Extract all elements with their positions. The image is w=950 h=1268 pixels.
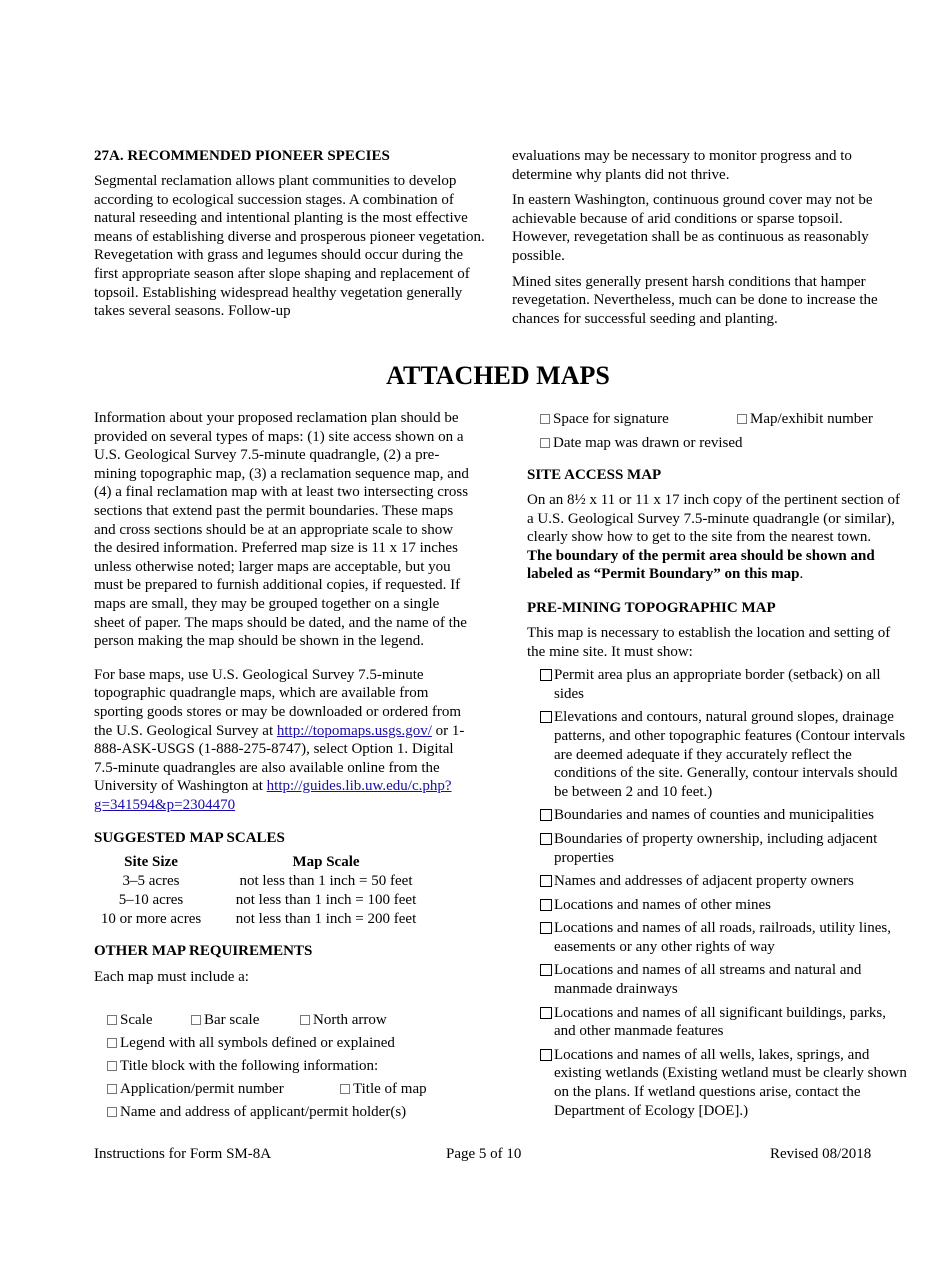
checkbox-icon[interactable] [540,922,552,934]
title-block-checkbox-item[interactable] [107,1057,378,1076]
north-arrow-label: North arrow [313,1012,387,1028]
checkbox-icon[interactable] [737,414,747,424]
title-of-map-label: Title of map [353,1081,427,1097]
site-access-text: On an 8½ x 11 or 11 x 17 inch copy of the pertinent section of a U.S. Geological Survey 7.5-minute quadrangle (or similar), clearly show how to get to the site from the nearest town. [527,492,900,546]
list-item[interactable] [540,872,907,891]
permit-boundary-period: . [799,566,804,583]
map-scale-header: Map Scale [292,854,360,871]
checkbox-icon[interactable] [107,1084,117,1094]
exhibit-number-label: Map/exhibit number [750,411,873,427]
signature-checkbox-item[interactable] [540,410,669,429]
pioneer-paragraph-1-continued: evaluations may be necessary to monitor progress and to determine why plants did not thrive. [512,148,852,183]
list-item-text: Names and addresses of adjacent property owners [554,873,854,890]
suggested-map-scales-heading: SUGGESTED MAP SCALES [94,830,285,847]
list-item[interactable] [540,830,907,867]
list-item[interactable] [540,1046,907,1120]
usgs-topomaps-link[interactable]: http://topomaps.usgs.gov/ [276,722,432,739]
checkbox-icon[interactable] [540,1007,552,1019]
application-number-checkbox-item[interactable] [107,1080,284,1099]
site-size-cell: 3–5 acres [122,873,180,890]
list-item[interactable] [540,708,907,801]
base-maps-text-1: For base maps, use U.S. Geological Survey 7.5-minute topographic quadrangle maps, which are available from sporting goods stores or may be downloaded or ordered from the U.S. Geological Survey at [94,666,462,739]
list-item[interactable] [540,896,907,915]
list-item-text: Locations and names of all wells, lakes, springs, and existing wetlands (Existing wetland must be clearly shown on the plans. If wetland questions arise, contact the Department of Ecology [DOE].) [554,1046,907,1119]
legend-label: Legend with all symbols defined or explained [120,1035,395,1051]
list-item[interactable] [540,666,907,703]
list-item[interactable] [540,919,907,956]
checkbox-icon[interactable] [191,1015,201,1025]
list-item-text: Locations and names of all streams and natural and manmade drainways [554,962,862,998]
base-maps-paragraph [94,666,472,815]
pre-mining-map-heading: PRE-MINING TOPOGRAPHIC MAP [527,599,776,616]
checkbox-icon[interactable] [107,1038,117,1048]
left-column [94,409,472,987]
bar-scale-checkbox-item[interactable] [191,1011,259,1030]
name-address-label: Name and address of applicant/permit holder(s) [120,1104,407,1120]
checkbox-icon[interactable] [540,414,550,424]
map-scale-cell: not less than 1 inch = 50 feet [239,873,413,890]
pre-mining-checklist [540,666,907,1120]
intro-paragraph: Information about your proposed reclamation plan should be provided on several types of maps: (1) site access shown on a U.S. Geological Survey 7.5-minute quadrangle, (2) a pre-mining topographic map, (3) a reclamation sequence map, and (4) a final reclamation map with at least two intersecting cross sections that extend past the permit boundaries. These maps and cross sections should be at an appropriate scale to show the desired information. Preferred map size is 11 x 17 inches unless otherwise noted; larger maps are acceptable, but you must be prepared to furnish additional copies, if requested. If maps are small, they may be grouped together on a single sheet of paper. The maps should be dated, and the name of the person making the map should be shown in the legend. [94,410,469,650]
checkbox-icon[interactable] [540,669,552,681]
checkbox-icon[interactable] [340,1084,350,1094]
list-item-text: Locations and names of all significant buildings, parks, and other manmade features [554,1004,887,1040]
checkbox-icon[interactable] [540,964,552,976]
checkbox-icon[interactable] [107,1107,117,1117]
checkbox-icon[interactable] [300,1015,310,1025]
table-row [96,872,446,891]
site-access-map-heading: SITE ACCESS MAP [527,467,662,483]
checkbox-icon[interactable] [107,1061,117,1071]
checkbox-icon[interactable] [540,1049,552,1061]
base-maps-text-2: or 1-888-ASK-USGS (1-888-275-8747), select Option 1. Digital 7.5-minute quadrangles are also available online from the University of Washington at [94,722,465,795]
list-item[interactable] [540,961,907,998]
scale-checkbox-item[interactable] [107,1011,152,1030]
map-scale-cell: not less than 1 inch = 200 feet [235,911,417,928]
footer-page-number: Page 5 of 10 [446,1146,522,1162]
site-size-header: Site Size [124,854,178,871]
bar-scale-label: Bar scale [204,1012,260,1028]
site-size-cell: 10 or more acres [100,911,202,928]
signature-label: Space for signature [553,411,669,427]
date-drawn-checkbox-item[interactable] [540,434,743,453]
list-item-text: Boundaries and names of counties and municipalities [554,807,874,824]
scale-label: Scale [120,1012,153,1028]
map-scale-cell: not less than 1 inch = 100 feet [235,892,417,909]
footer-revised-date: Revised 08/2018 [770,1146,872,1162]
pioneer-species-continued [512,147,897,328]
table-row [96,910,446,929]
list-item-text: Elevations and contours, natural ground slopes, drainage patterns, and other topographic features (Contour intervals are deemed adequate if they accurately reflect the conditions of the site. Generally, contour intervals should be between 2 and 10 feet.) [554,709,906,800]
pioneer-paragraph-1: Segmental reclamation allows plant communities to develop according to ecological succession stages. A combination of natural reseeding and intentional planting is the most effective means of establishing diverse and prosperous pioneer vegetation. Revegetation with grass and legumes should occur during the first appropriate season after slope shaping and replacement of topsoil. Establishing widespread healthy vegetation generally takes several seasons. Follow-up [94,173,485,320]
exhibit-number-checkbox-item[interactable] [737,410,873,429]
footer-form-name: Instructions for Form SM-8A [94,1146,272,1162]
application-number-label: Application/permit number [120,1081,284,1097]
date-drawn-label: Date map was drawn or revised [553,435,743,451]
checkbox-icon[interactable] [540,711,552,723]
title-block-label: Title block with the following information: [120,1058,379,1074]
checkbox-icon[interactable] [540,899,552,911]
right-column [527,466,907,1125]
permit-boundary-bold-text: The boundary of the permit area should be shown and labeled as “Permit Boundary” on this map [527,547,875,583]
list-item-text: Locations and names of all roads, railroads, utility lines, easements or any other rights of way [554,920,892,955]
site-size-cell: 5–10 acres [118,892,184,909]
site-access-boundary-note [527,547,907,584]
checkbox-icon[interactable] [540,438,550,448]
pioneer-species-section [94,147,486,321]
other-map-requirements-heading: OTHER MAP REQUIREMENTS [94,943,313,960]
checkbox-icon[interactable] [540,833,552,845]
uw-library-link[interactable]: http://guides.lib.uw.edu/c.php?g=341594&p=2304470 [94,778,452,813]
legend-checkbox-item[interactable] [107,1034,395,1053]
list-item[interactable] [540,1004,907,1041]
attached-maps-title: ATTACHED MAPS [386,361,610,390]
table-header-row [96,853,446,872]
pioneer-paragraph-3: Mined sites generally present harsh conditions that hamper revegetation. Nevertheless, much can be done to increase the chances for successful seeding and planting. [512,273,878,327]
list-item-text: Boundaries of property ownership, including adjacent properties [554,830,878,866]
checkbox-icon[interactable] [540,809,552,821]
list-item-text: Locations and names of other mines [554,896,772,913]
map-scales-table [96,853,446,929]
pioneer-species-heading: 27A. RECOMMENDED PIONEER SPECIES [94,148,390,164]
other-requirements-intro: Each map must include a: [94,969,249,986]
list-item-text: Permit area plus an appropriate border (setback) on all sides [554,667,881,702]
list-item[interactable] [540,806,907,825]
checkbox-icon[interactable] [107,1015,117,1025]
north-arrow-checkbox-item[interactable] [300,1011,387,1030]
name-address-checkbox-item[interactable] [107,1103,406,1122]
table-row [96,891,446,910]
pioneer-paragraph-2: In eastern Washington, continuous ground cover may not be achievable because of arid conditions or sparse topsoil. However, revegetation shall be as continuous as reasonably possible. [512,192,873,264]
checkbox-icon[interactable] [540,875,552,887]
title-of-map-checkbox-item[interactable] [340,1080,427,1099]
pre-mining-intro: This map is necessary to establish the location and setting of the mine site. It must show: [527,624,891,660]
